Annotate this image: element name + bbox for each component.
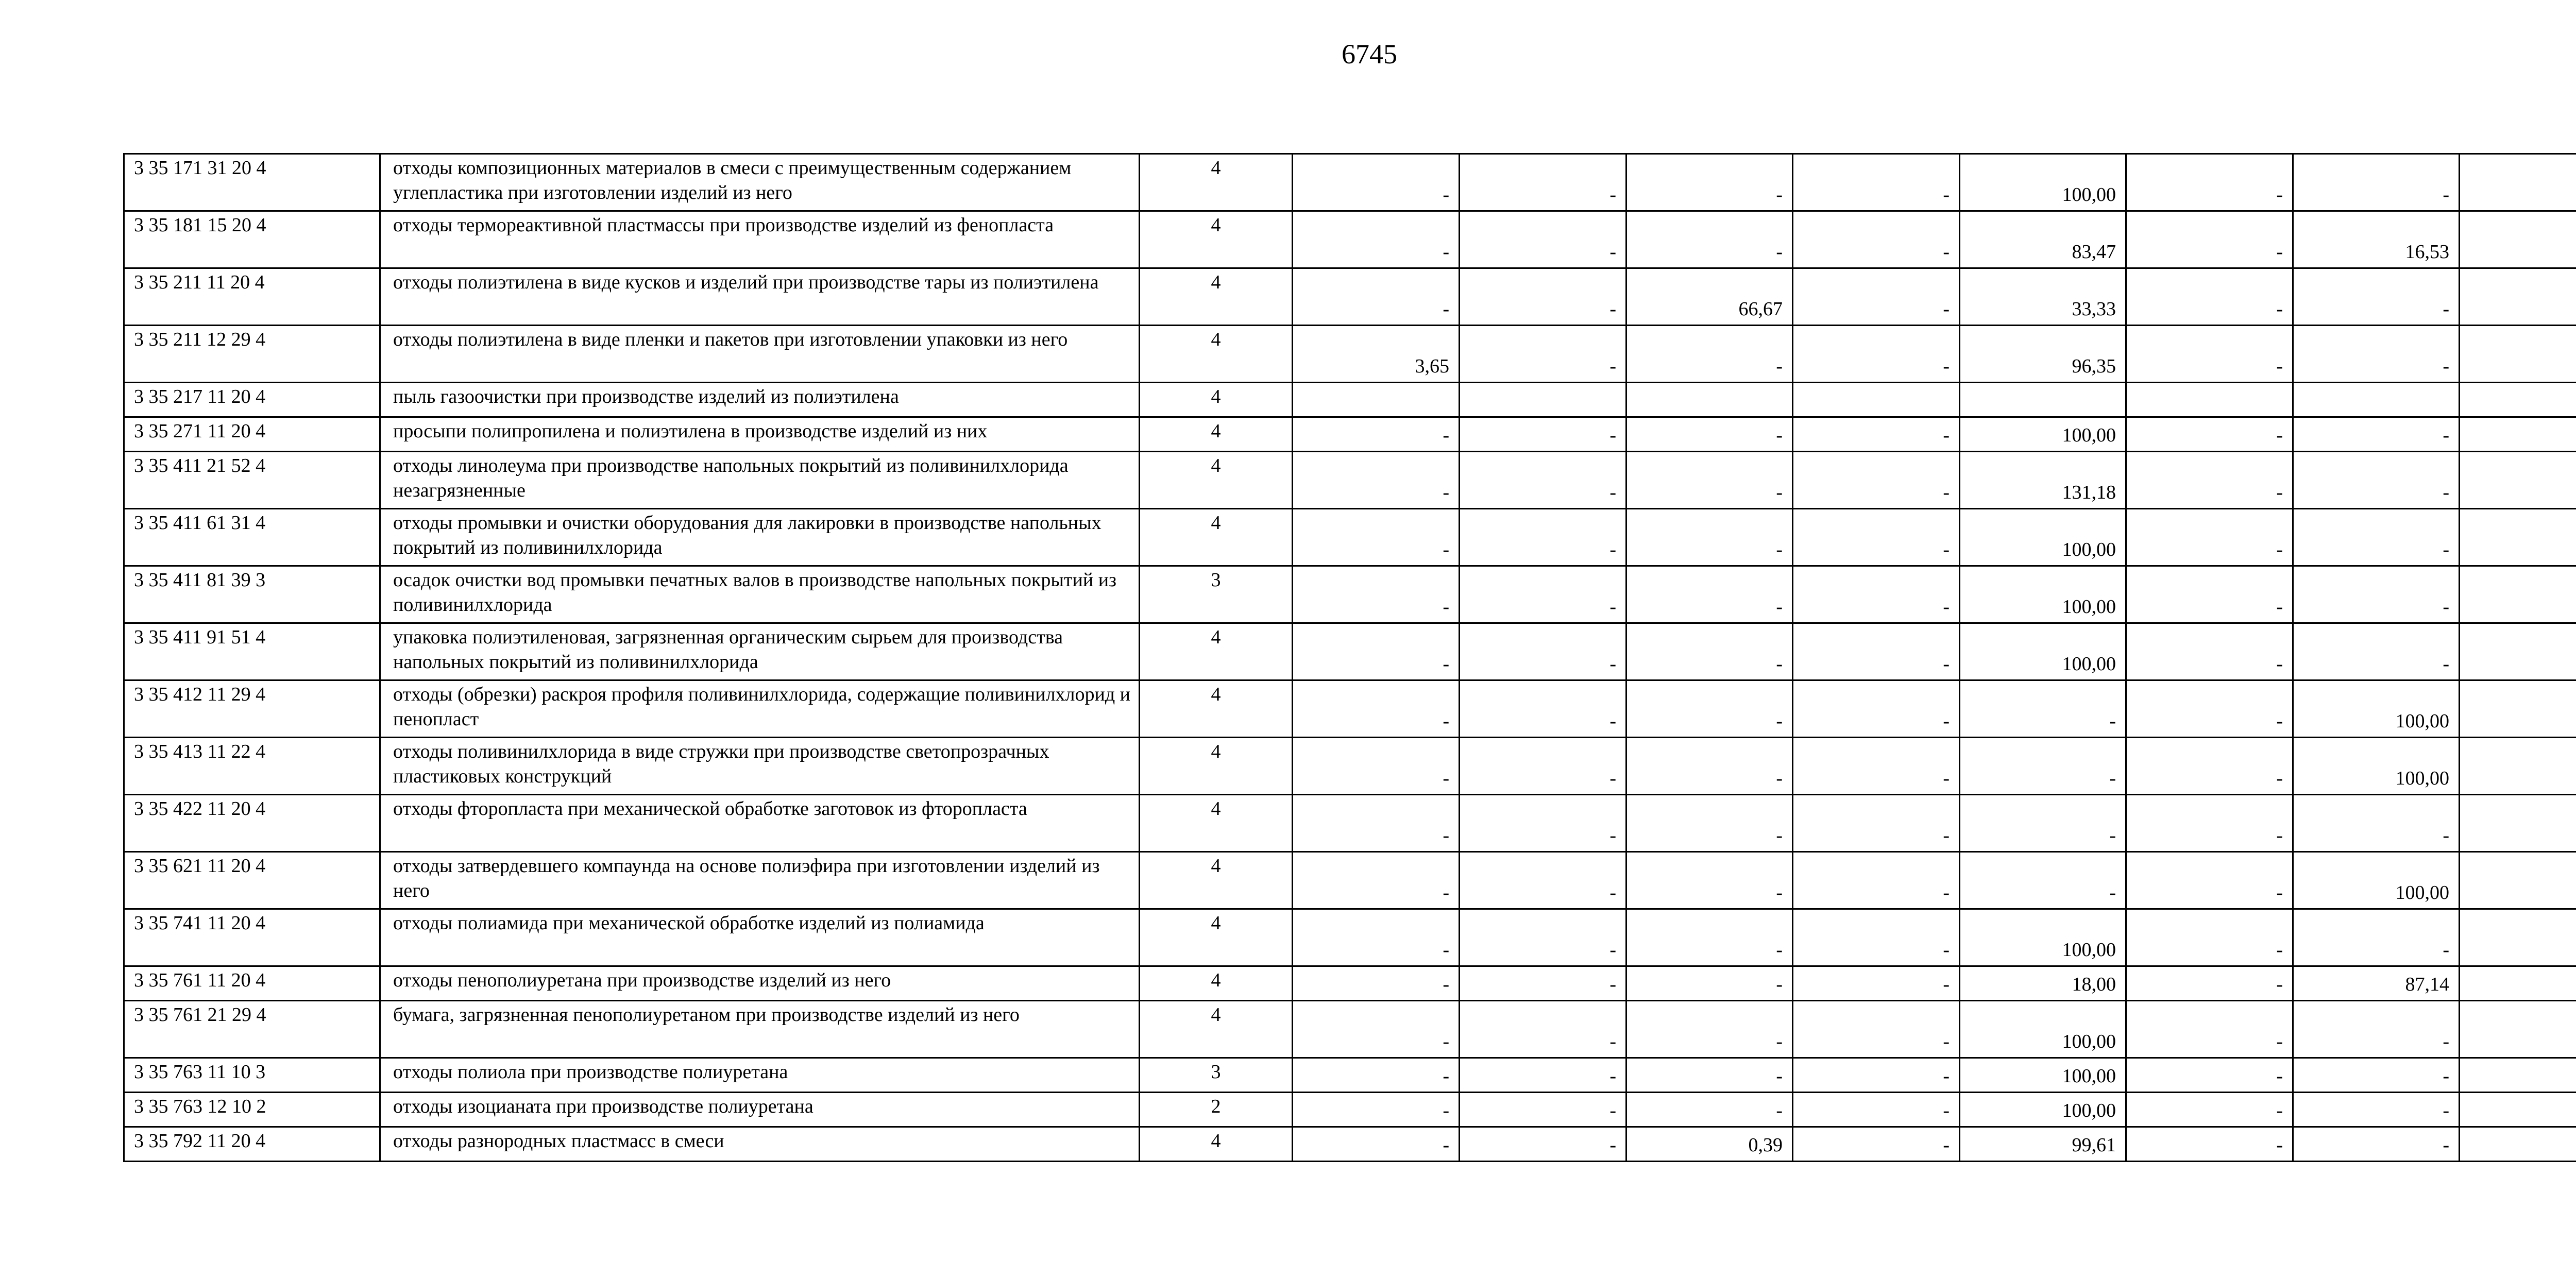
waste-code-cell: 3 35 413 11 22 4 (124, 738, 380, 795)
value-cell: 100,00 (1960, 509, 2126, 566)
waste-code-cell: 3 35 763 11 10 3 (124, 1058, 380, 1093)
hazard-class-cell: 4 (1140, 623, 1293, 680)
value-cell: 16,53 (2293, 211, 2460, 268)
value-cell: - (1460, 1001, 1626, 1058)
value-cell: 100,00 (1960, 566, 2126, 623)
value-cell: 131,18 (1960, 452, 2126, 509)
value-cell: - (1460, 566, 1626, 623)
value-cell (2460, 1127, 2576, 1162)
value-cell: 3,65 (1293, 326, 1460, 383)
waste-name-cell: отходы поливинилхлорида в виде стружки при производстве светопрозрачных пластиковых конструкций (380, 738, 1140, 795)
value-cell (2126, 383, 2293, 417)
value-cell: - (1460, 417, 1626, 452)
table-row (124, 1001, 2576, 1058)
value-cell: - (2293, 417, 2460, 452)
value-cell: - (2293, 795, 2460, 852)
value-cell: - (1293, 1093, 1460, 1127)
value-cell: - (1793, 326, 1960, 383)
value-cell: - (2293, 452, 2460, 509)
value-cell: - (2126, 795, 2293, 852)
waste-code-cell: 3 35 211 12 29 4 (124, 326, 380, 383)
value-cell: - (1626, 566, 1793, 623)
waste-code-cell: 3 35 217 11 20 4 (124, 383, 380, 417)
table-row (124, 268, 2576, 326)
hazard-class-cell: 3 (1140, 566, 1293, 623)
value-cell: - (1626, 909, 1793, 966)
value-cell: - (2126, 738, 2293, 795)
hazard-class-cell: 4 (1140, 268, 1293, 326)
value-cell: 18,00 (1960, 966, 2126, 1001)
value-cell: - (1793, 417, 1960, 452)
value-cell: - (1793, 909, 1960, 966)
waste-code-cell: 3 35 422 11 20 4 (124, 795, 380, 852)
waste-name-cell: отходы затвердевшего компаунда на основе полиэфира при изготовлении изделий из него (380, 852, 1140, 909)
value-cell: - (1460, 268, 1626, 326)
value-cell: - (1793, 154, 1960, 211)
value-cell (1793, 383, 1960, 417)
value-cell: - (1460, 852, 1626, 909)
value-cell: - (1460, 452, 1626, 509)
waste-name-cell: осадок очистки вод промывки печатных валов в производстве напольных покрытий из поливинилхлорида (380, 566, 1140, 623)
value-cell: - (1793, 1058, 1960, 1093)
value-cell: - (1460, 154, 1626, 211)
hazard-class-cell: 4 (1140, 680, 1293, 738)
waste-code-cell: 3 35 763 12 10 2 (124, 1093, 380, 1127)
waste-name-cell: отходы линолеума при производстве напольных покрытий из поливинилхлорида незагрязненные (380, 452, 1140, 509)
value-cell: - (1793, 268, 1960, 326)
hazard-class-cell: 2 (1140, 1093, 1293, 1127)
value-cell: - (1460, 326, 1626, 383)
value-cell: - (1626, 211, 1793, 268)
table-row (124, 852, 2576, 909)
value-cell: - (2126, 680, 2293, 738)
waste-name-cell: отходы изоцианата при производстве полиуретана (380, 1093, 1140, 1127)
value-cell: - (2293, 909, 2460, 966)
value-cell: - (1793, 566, 1960, 623)
value-cell (1960, 383, 2126, 417)
value-cell: - (1293, 623, 1460, 680)
value-cell: 100,00 (2293, 852, 2460, 909)
waste-name-cell: отходы композиционных материалов в смеси с преимущественным содержанием углепластика при изготовлении изделий из него (380, 154, 1140, 211)
value-cell: - (1460, 909, 1626, 966)
value-cell: - (2293, 1058, 2460, 1093)
value-cell: - (1460, 680, 1626, 738)
value-cell: - (1626, 509, 1793, 566)
value-cell: 100,00 (1960, 623, 2126, 680)
table-row (124, 566, 2576, 623)
table-row (124, 623, 2576, 680)
waste-name-cell: отходы полиамида при механической обработке изделий из полиамида (380, 909, 1140, 966)
value-cell: - (2126, 1001, 2293, 1058)
value-cell: 87,14 (2293, 966, 2460, 1001)
value-cell: - (1460, 509, 1626, 566)
value-cell (2460, 623, 2576, 680)
value-cell: - (1460, 1093, 1626, 1127)
value-cell: - (2126, 417, 2293, 452)
waste-code-cell: 3 35 171 31 20 4 (124, 154, 380, 211)
value-cell: - (1293, 211, 1460, 268)
value-cell: - (1626, 417, 1793, 452)
value-cell: - (1293, 1001, 1460, 1058)
value-cell: - (1460, 738, 1626, 795)
value-cell: 99,61 (1960, 1127, 2126, 1162)
value-cell: - (1960, 738, 2126, 795)
hazard-class-cell: 4 (1140, 1001, 1293, 1058)
hazard-class-cell: 4 (1140, 795, 1293, 852)
waste-name-cell: упаковка полиэтиленовая, загрязненная органическим сырьем для производства напольных покрытий из поливинилхлорида (380, 623, 1140, 680)
value-cell: - (1293, 795, 1460, 852)
waste-name-cell: отходы полиола при производстве полиуретана (380, 1058, 1140, 1093)
hazard-class-cell: 4 (1140, 738, 1293, 795)
waste-code-cell: 3 35 621 11 20 4 (124, 852, 380, 909)
value-cell (2460, 154, 2576, 211)
value-cell: - (1293, 154, 1460, 211)
value-cell: - (1293, 452, 1460, 509)
value-cell: - (1293, 566, 1460, 623)
value-cell: 33,33 (1960, 268, 2126, 326)
value-cell: - (1626, 623, 1793, 680)
value-cell: 66,67 (1626, 268, 1793, 326)
value-cell: - (1960, 680, 2126, 738)
value-cell (1626, 383, 1793, 417)
table-row (124, 154, 2576, 211)
value-cell: - (2126, 1058, 2293, 1093)
hazard-class-cell: 4 (1140, 326, 1293, 383)
value-cell: - (2126, 966, 2293, 1001)
value-cell: - (1626, 795, 1793, 852)
value-cell: - (1293, 738, 1460, 795)
value-cell: - (2293, 326, 2460, 383)
waste-code-cell: 3 35 411 61 31 4 (124, 509, 380, 566)
value-cell: 100,00 (1960, 417, 2126, 452)
waste-name-cell: отходы термореактивной пластмассы при производстве изделий из фенопласта (380, 211, 1140, 268)
waste-code-cell: 3 35 792 11 20 4 (124, 1127, 380, 1162)
table-row (124, 211, 2576, 268)
value-cell: - (1793, 738, 1960, 795)
hazard-class-cell: 4 (1140, 966, 1293, 1001)
waste-name-cell: отходы полиэтилена в виде пленки и пакетов при изготовлении упаковки из него (380, 326, 1140, 383)
value-cell: - (1293, 1058, 1460, 1093)
value-cell: - (1293, 680, 1460, 738)
table-row (124, 909, 2576, 966)
table-row (124, 452, 2576, 509)
waste-code-cell: 3 35 411 91 51 4 (124, 623, 380, 680)
value-cell: - (2293, 509, 2460, 566)
value-cell (2460, 852, 2576, 909)
value-cell: - (2293, 1127, 2460, 1162)
value-cell (2460, 1058, 2576, 1093)
value-cell: 100,00 (1960, 1093, 2126, 1127)
value-cell: - (1793, 852, 1960, 909)
hazard-class-cell: 4 (1140, 852, 1293, 909)
value-cell: - (1293, 909, 1460, 966)
value-cell (2460, 509, 2576, 566)
value-cell: - (1626, 326, 1793, 383)
waste-table (123, 153, 2576, 1162)
value-cell (2460, 1093, 2576, 1127)
value-cell: - (2293, 1001, 2460, 1058)
value-cell: - (2293, 154, 2460, 211)
value-cell: 100,00 (1960, 1001, 2126, 1058)
waste-code-cell: 3 35 761 21 29 4 (124, 1001, 380, 1058)
value-cell: 96,35 (1960, 326, 2126, 383)
hazard-class-cell: 4 (1140, 452, 1293, 509)
value-cell: - (1793, 795, 1960, 852)
value-cell: - (1793, 966, 1960, 1001)
hazard-class-cell: 4 (1140, 211, 1293, 268)
table-row (124, 509, 2576, 566)
table-row (124, 1093, 2576, 1127)
value-cell: - (2126, 326, 2293, 383)
waste-name-cell: отходы разнородных пластмасс в смеси (380, 1127, 1140, 1162)
hazard-class-cell: 4 (1140, 1127, 1293, 1162)
value-cell: - (1626, 1001, 1793, 1058)
value-cell: - (2126, 623, 2293, 680)
value-cell (2460, 909, 2576, 966)
waste-code-cell: 3 35 741 11 20 4 (124, 909, 380, 966)
waste-code-cell: 3 35 211 11 20 4 (124, 268, 380, 326)
value-cell: - (1626, 452, 1793, 509)
table-row (124, 966, 2576, 1001)
table-row (124, 680, 2576, 738)
value-cell: - (1793, 211, 1960, 268)
value-cell: - (1793, 680, 1960, 738)
waste-name-cell: пыль газоочистки при производстве изделий из полиэтилена (380, 383, 1140, 417)
value-cell: - (2126, 1127, 2293, 1162)
value-cell: - (1293, 1127, 1460, 1162)
hazard-class-cell: 3 (1140, 1058, 1293, 1093)
waste-code-cell: 3 35 411 21 52 4 (124, 452, 380, 509)
table-body (124, 154, 2576, 1162)
value-cell: - (1626, 154, 1793, 211)
value-cell: - (1793, 623, 1960, 680)
value-cell (2460, 566, 2576, 623)
value-cell: - (1626, 1093, 1793, 1127)
value-cell (2460, 680, 2576, 738)
value-cell: - (2126, 509, 2293, 566)
table-row (124, 1127, 2576, 1162)
value-cell: - (1960, 795, 2126, 852)
value-cell: - (1293, 966, 1460, 1001)
value-cell (1460, 383, 1626, 417)
value-cell: - (2293, 268, 2460, 326)
waste-code-cell: 3 35 411 81 39 3 (124, 566, 380, 623)
value-cell: - (2126, 909, 2293, 966)
value-cell (2293, 383, 2460, 417)
value-cell: - (1460, 1058, 1626, 1093)
table-row (124, 738, 2576, 795)
value-cell: - (2126, 1093, 2293, 1127)
waste-code-cell: 3 35 761 11 20 4 (124, 966, 380, 1001)
table-row (124, 417, 2576, 452)
value-cell: 100,00 (1960, 1058, 2126, 1093)
value-cell: - (1293, 268, 1460, 326)
value-cell (2460, 1001, 2576, 1058)
value-cell (2460, 211, 2576, 268)
value-cell (2460, 268, 2576, 326)
hazard-class-cell: 4 (1140, 383, 1293, 417)
value-cell: - (1293, 417, 1460, 452)
value-cell: - (2293, 1093, 2460, 1127)
value-cell (2460, 383, 2576, 417)
hazard-class-cell: 4 (1140, 417, 1293, 452)
hazard-class-cell: 4 (1140, 154, 1293, 211)
table-row (124, 1058, 2576, 1093)
waste-name-cell: отходы (обрезки) раскроя профиля поливинилхлорида, содержащие поливинилхлорид и пенопласт (380, 680, 1140, 738)
waste-name-cell: отходы промывки и очистки оборудования для лакировки в производстве напольных покрытий из поливинилхлорида (380, 509, 1140, 566)
waste-name-cell: отходы фторопласта при механической обработке заготовок из фторопласта (380, 795, 1140, 852)
value-cell: - (1460, 795, 1626, 852)
value-cell: 100,00 (1960, 154, 2126, 211)
value-cell: - (2126, 268, 2293, 326)
value-cell (1293, 383, 1460, 417)
value-cell: - (1793, 1093, 1960, 1127)
value-cell: - (1793, 1001, 1960, 1058)
value-cell: - (1793, 452, 1960, 509)
waste-code-cell: 3 35 181 15 20 4 (124, 211, 380, 268)
value-cell: - (1626, 966, 1793, 1001)
value-cell (2460, 452, 2576, 509)
value-cell: - (1626, 852, 1793, 909)
value-cell: - (1793, 509, 1960, 566)
value-cell: 100,00 (2293, 680, 2460, 738)
page-number: 6745 (1342, 39, 1397, 70)
value-cell (2460, 966, 2576, 1001)
waste-name-cell: отходы полиэтилена в виде кусков и изделий при производстве тары из полиэтилена (380, 268, 1140, 326)
value-cell: - (1460, 623, 1626, 680)
value-cell: - (1460, 1127, 1626, 1162)
value-cell: - (2126, 154, 2293, 211)
value-cell (2460, 326, 2576, 383)
table-row (124, 383, 2576, 417)
value-cell: - (1460, 966, 1626, 1001)
value-cell: - (1626, 1058, 1793, 1093)
value-cell: - (1460, 211, 1626, 268)
value-cell: - (2126, 566, 2293, 623)
waste-name-cell: бумага, загрязненная пенополиуретаном при производстве изделий из него (380, 1001, 1140, 1058)
value-cell: - (1293, 852, 1460, 909)
hazard-class-cell: 4 (1140, 909, 1293, 966)
value-cell: - (1626, 738, 1793, 795)
waste-name-cell: просыпи полипропилена и полиэтилена в производстве изделий из них (380, 417, 1140, 452)
value-cell: - (1793, 1127, 1960, 1162)
value-cell: - (1960, 852, 2126, 909)
value-cell: - (2293, 566, 2460, 623)
value-cell: 0,39 (1626, 1127, 1793, 1162)
value-cell: 83,47 (1960, 211, 2126, 268)
value-cell: 100,00 (1960, 909, 2126, 966)
value-cell: - (1293, 509, 1460, 566)
value-cell: 100,00 (2293, 738, 2460, 795)
waste-code-cell: 3 35 271 11 20 4 (124, 417, 380, 452)
waste-name-cell: отходы пенополиуретана при производстве изделий из него (380, 966, 1140, 1001)
table-row (124, 326, 2576, 383)
value-cell: - (2126, 852, 2293, 909)
hazard-class-cell: 4 (1140, 509, 1293, 566)
value-cell: - (1626, 680, 1793, 738)
value-cell: - (2126, 452, 2293, 509)
value-cell: - (2293, 623, 2460, 680)
value-cell (2460, 417, 2576, 452)
table-row (124, 795, 2576, 852)
value-cell (2460, 795, 2576, 852)
waste-code-cell: 3 35 412 11 29 4 (124, 680, 380, 738)
value-cell: - (2126, 211, 2293, 268)
value-cell (2460, 738, 2576, 795)
